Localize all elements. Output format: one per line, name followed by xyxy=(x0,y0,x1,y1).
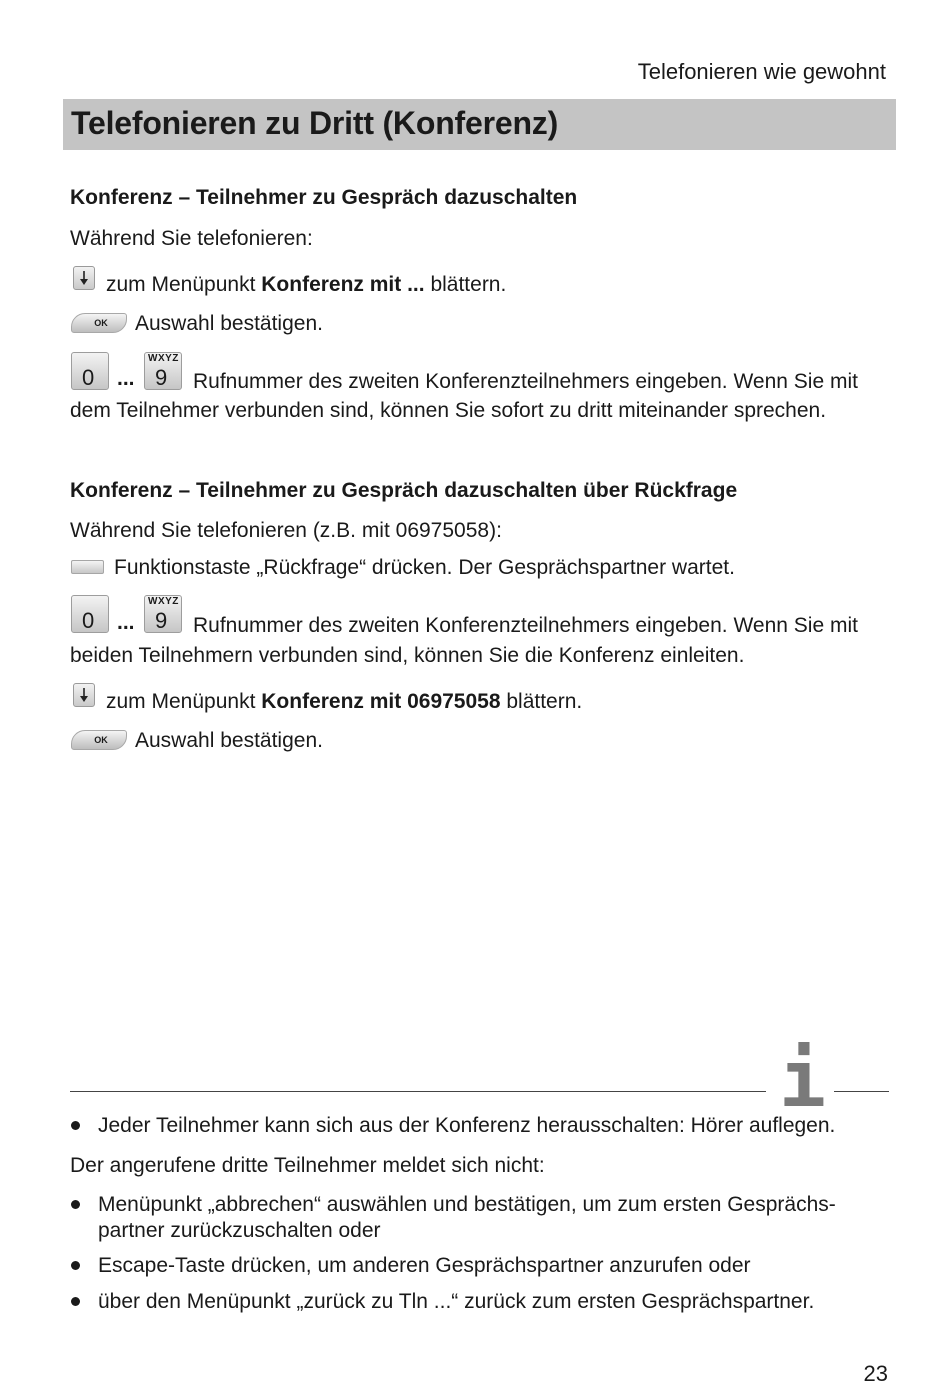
info-icon: i xyxy=(779,1035,826,1125)
info-bullet-2-line2: partner zurückzuschalten oder xyxy=(98,1219,381,1242)
page-title: Telefonieren zu Dritt (Konferenz) xyxy=(71,105,559,141)
section2-heading: Konferenz – Teilnehmer zu Gespräch dazuschalten über Rückfrage xyxy=(70,479,738,502)
section1-step1: zum Menüpunkt Konferenz mit ... blättern. xyxy=(106,273,507,296)
range-ellipsis: ... xyxy=(117,367,135,390)
digit-9-key-icon: WXYZ 9 xyxy=(144,352,182,390)
bullet-icon xyxy=(71,1297,80,1306)
function-key-icon xyxy=(71,560,104,574)
bullet-icon xyxy=(71,1200,80,1209)
info-bullet-4: über den Menüpunkt „zurück zu Tln ...“ zurück zum ersten Gesprächspartner. xyxy=(98,1290,815,1313)
section1-step3-line1: Rufnummer des zweiten Konferenzteilnehmers eingeben. Wenn Sie mit xyxy=(193,370,858,393)
bullet-icon xyxy=(71,1121,80,1130)
page-number: 23 xyxy=(863,1361,888,1386)
info-bullet-2-line1: Menüpunkt „abbrechen“ auswählen und bestätigen, um zum ersten Gesprächs- xyxy=(98,1193,836,1216)
info-bullet-1: Jeder Teilnehmer kann sich aus der Konferenz herausschalten: Hörer auflegen. xyxy=(98,1114,836,1137)
section1-step2: Auswahl bestätigen. xyxy=(135,312,323,335)
scroll-down-key-icon xyxy=(73,266,95,290)
section2-step4: Auswahl bestätigen. xyxy=(135,729,323,752)
ok-key-icon: OK xyxy=(71,313,127,333)
info-bullet-3: Escape-Taste drücken, um anderen Gesprächspartner anzurufen oder xyxy=(98,1254,751,1277)
section2-step2-line1: Rufnummer des zweiten Konferenzteilnehmers eingeben. Wenn Sie mit xyxy=(193,614,858,637)
info-intro: Der angerufene dritte Teilnehmer meldet sich nicht: xyxy=(70,1154,545,1177)
section1-intro: Während Sie telefonieren: xyxy=(70,227,313,250)
section2-step1: Funktionstaste „Rückfrage“ drücken. Der Gesprächspartner wartet. xyxy=(114,556,735,579)
section2-intro: Während Sie telefonieren (z.B. mit 06975058): xyxy=(70,519,502,542)
section2-step2-line2: beiden Teilnehmern verbunden sind, können Sie die Konferenz einleiten. xyxy=(70,644,745,667)
ok-key-icon: OK xyxy=(71,730,127,750)
range-ellipsis: ... xyxy=(117,611,135,634)
running-header: Telefonieren wie gewohnt xyxy=(637,59,886,84)
scroll-down-key-icon xyxy=(73,683,95,707)
section1-heading: Konferenz – Teilnehmer zu Gespräch dazuschalten xyxy=(70,186,578,209)
bullet-icon xyxy=(71,1261,80,1270)
info-divider-right xyxy=(834,1091,889,1092)
section1-step3-line2: dem Teilnehmer verbunden sind, können Sie sofort zu dritt miteinander sprechen. xyxy=(70,399,827,422)
info-divider-left xyxy=(70,1091,766,1092)
digit-9-key-icon: WXYZ 9 xyxy=(144,595,182,633)
section2-step3: zum Menüpunkt Konferenz mit 06975058 blättern. xyxy=(106,690,583,713)
title-bar xyxy=(63,99,896,150)
digit-0-key-icon: 0 xyxy=(71,352,109,390)
digit-0-key-icon: 0 xyxy=(71,595,109,633)
